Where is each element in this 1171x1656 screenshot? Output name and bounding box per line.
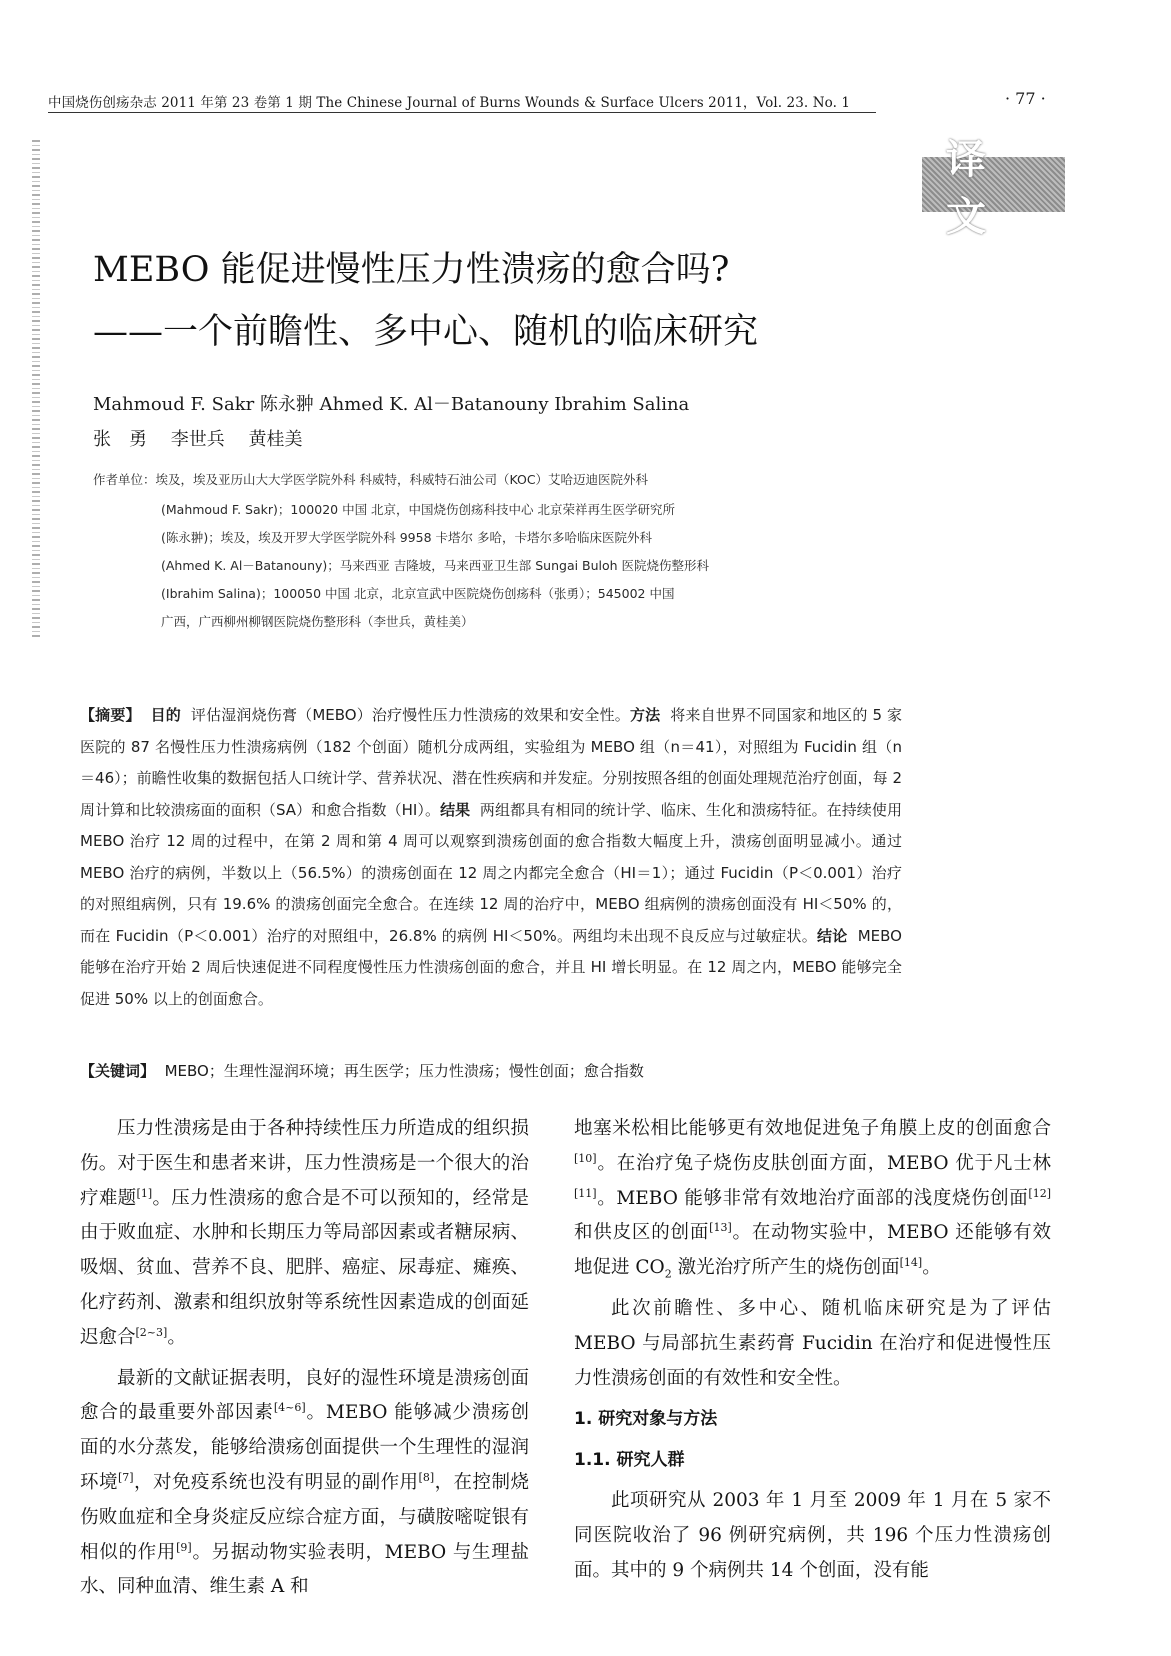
section-heading: 1. 研究对象与方法 bbox=[574, 1409, 718, 1430]
section-tag bbox=[922, 136, 1065, 240]
methods-label: 方法 bbox=[629, 706, 661, 724]
citation: [12] bbox=[1028, 1186, 1051, 1200]
text-run: 。压力性溃疡的愈合是不可以预知的，经常是由于败血症、水肿和长期压力等局部因素或者糖尿病、吸烟、贫血、营养不良、肥胖、癌症、尿毒症、瘫痪、化疗药剂、激素和组织放射等系统性因素造成的创面延迟愈合 bbox=[80, 1187, 529, 1348]
abstract-label: 【摘要】 bbox=[80, 706, 141, 724]
text-run: 。在治疗兔子烧伤皮肤创面方面，MEBO 优于凡士林 bbox=[596, 1152, 1051, 1174]
text-run: 。MEBO 能够减少溃疡创面的水分蒸发，能够给溃疡创面提供一个生理性的湿润环境 bbox=[80, 1402, 529, 1493]
body-column-right bbox=[574, 1112, 1051, 1588]
authors-line-1: Mahmoud F. Sakr 陈永翀 Ahmed K. Al－Batanouny Ibrahim Salina bbox=[93, 394, 690, 415]
article-subtitle: ——一个前瞻性、多中心、随机的临床研究 bbox=[93, 312, 759, 352]
body-paragraph: 此次前瞻性、多中心、随机临床研究是为了评估 MEBO 与局部抗生素药膏 Fucidin 在治疗和促进慢性压力性溃疡创面的有效性和安全性。 bbox=[574, 1297, 1051, 1389]
citation: [7] bbox=[117, 1470, 134, 1484]
affiliation-line: (Ibrahim Salina)；100050 中国 北京，北京宣武中医院烧伤创疡科（张勇）；545002 中国 bbox=[161, 586, 675, 601]
text-run: 最新的文献证据表明，良好的湿性环境是溃疡创面愈合的最重要外部因素 bbox=[80, 1367, 529, 1424]
binding-margin bbox=[32, 140, 40, 640]
affiliation-line: (Mahmoud F. Sakr)；100020 中国 北京，中国烧伤创疡科技中心 北京荣祥再生医学研究所 bbox=[161, 502, 676, 517]
results-label: 结果 bbox=[440, 800, 471, 819]
section-tag-label: 译文 bbox=[946, 136, 1010, 240]
text-run: 。MEBO 能够非常有效地治疗面部的浅度烧伤创面 bbox=[596, 1187, 1029, 1209]
subscript: 2 bbox=[664, 1267, 672, 1281]
abstract-conclusion: MEBO 能够在治疗开始 2 周后快速促进不同程度慢性压力性溃疡创面的愈合，并且 HI 增长明显。在 12 周之内，MEBO 能够完全促进 50% 以上的创面愈合。 bbox=[80, 926, 902, 1008]
text-run: 和供皮区的创面 bbox=[574, 1222, 710, 1244]
text-run: ，在控制烧伤败血症和全身炎症反应综合症方面，与磺胺嘧啶银有相似的作用 bbox=[80, 1471, 529, 1563]
article-title: MEBO 能促进慢性压力性溃疡的愈合吗? bbox=[93, 250, 730, 290]
citation: [13] bbox=[709, 1221, 732, 1235]
text-run: 地塞米松相比能够更有效地促进兔子角膜上皮的创面愈合 bbox=[574, 1118, 1051, 1139]
running-header-journal: 中国烧伤创疡杂志 2011 年第 23 卷第 1 期 The Chinese Journal of Burns Wounds & Surface Ulcers 2011，Vol. 23. No. 1 bbox=[48, 95, 851, 111]
objective-label: 目的 bbox=[150, 706, 181, 724]
affiliation-line: 作者单位：埃及，埃及亚历山大大学医学院外科 科威特，科威特石油公司（KOC）艾哈迈迪医院外科 bbox=[93, 472, 649, 487]
body-paragraph bbox=[80, 1362, 529, 1606]
abstract-objective: 评估湿润烧伤膏（MEBO）治疗慢性压力性溃疡的效果和安全性。 bbox=[190, 706, 630, 724]
authors-line-2: 张 勇 李世兵 黄桂美 bbox=[93, 429, 303, 450]
keywords-text: MEBO；生理性湿润环境；再生医学；压力性溃疡；慢性创面；愈合指数 bbox=[164, 1062, 644, 1080]
abstract-results: 两组都具有相同的统计学、临床、生化和溃疡特征。在持续使用 MEBO 治疗 12 周的过程中，在第 2 周和第 4 周可以观察到溃疡创面的愈合指数大幅度上升，溃疡创面明显减小。通过 MEBO 治疗的病例，半数以上（56.5%）的溃疡创面在 12 周之内都完全愈合（HI＝1）；通过 Fucidin（P＜0.001）治疗的对照组病例，只有 19.6% 的溃疡创面完全愈合。在连续 12 周的治疗中，MEBO 组病例的溃疡创面没有 HI＜50% 的，而在 Fucidin（P＜0.001）治疗的对照组中，26.8% 的病例 HI＜50%。两组均未出现不良反应与过敏症状。 bbox=[80, 800, 902, 945]
conclusion-label: 结论 bbox=[817, 926, 848, 945]
text-run: 。另据动物实验表明，MEBO 与生理盐水、同种血清、维生素 A 和 bbox=[80, 1541, 529, 1598]
citation: [8] bbox=[418, 1470, 435, 1484]
body-column-left bbox=[80, 1112, 529, 1605]
text-run: 压力性溃疡是由于各种持续性压力所造成的组织损伤。对于医生和患者来讲，压力性溃疡是一个很大的治疗难题 bbox=[80, 1118, 529, 1209]
text-run: ，对免疫系统也没有明显的副作用 bbox=[133, 1471, 419, 1493]
citation: [14] bbox=[899, 1256, 923, 1270]
text-run: 。 bbox=[167, 1326, 186, 1348]
keywords bbox=[80, 1060, 902, 1081]
text-run: 。在动物实验中，MEBO 还能够有效地促进 CO bbox=[574, 1222, 1051, 1279]
keywords-label: 【关键词】 bbox=[80, 1062, 156, 1080]
header-rule bbox=[48, 112, 876, 113]
citation: [9] bbox=[176, 1540, 192, 1554]
citation: [2~3] bbox=[135, 1325, 168, 1339]
text-run: 。 bbox=[922, 1257, 941, 1279]
body-paragraph bbox=[80, 1112, 529, 1356]
citation: [10] bbox=[574, 1151, 597, 1165]
abstract bbox=[80, 700, 902, 1015]
body-paragraph bbox=[574, 1112, 1051, 1286]
citation: [1] bbox=[136, 1186, 153, 1200]
affiliation-line: (Ahmed K. Al－Batanouny)；马来西亚 吉隆坡，马来西亚卫生部 Sungai Buloh 医院烧伤整形科 bbox=[161, 558, 710, 573]
body-paragraph: 此项研究从 2003 年 1 月至 2009 年 1 月在 5 家不同医院收治了 96 例研究病例，共 196 个压力性溃疡创面。其中的 9 个病例共 14 个创面，没有能 bbox=[574, 1489, 1051, 1581]
page-number: · 77 · bbox=[1005, 89, 1046, 108]
text-run: 激光治疗所产生的烧伤创面 bbox=[671, 1257, 900, 1279]
affiliation-line: (陈永翀)；埃及，埃及开罗大学医学院外科 9958 卡塔尔 多哈，卡塔尔多哈临床医院外科 bbox=[161, 530, 652, 545]
subsection-heading: 1.1. 研究人群 bbox=[574, 1450, 685, 1471]
abstract-methods: 将来自世界不同国家和地区的 5 家医院的 87 名慢性压力性溃疡病例（182 个创面）随机分成两组，实验组为 MEBO 组（n＝41），对照组为 Fucidin 组（n＝46）；前瞻性收集的数据包括人口统计学、营养状况、潜在性疾病和并发症。分别按照各组的创面处理规范治疗创面，每 2 周计算和比较溃疡面的面积（SA）和愈合指数（HI）。 bbox=[80, 706, 902, 819]
citation: [4~6] bbox=[273, 1401, 306, 1415]
citation: [11] bbox=[574, 1186, 597, 1200]
affiliation-line: 广西，广西柳州柳钢医院烧伤整形科（李世兵，黄桂美） bbox=[161, 614, 474, 629]
